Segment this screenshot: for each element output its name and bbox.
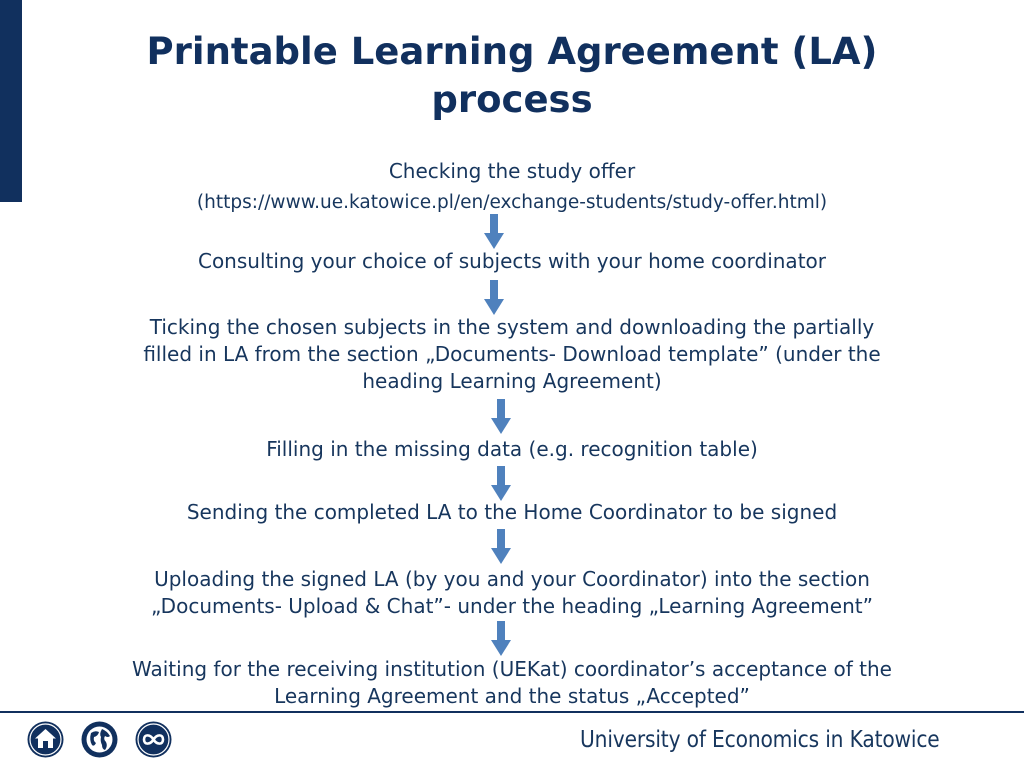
step-text: Filling in the missing data (e.g. recognition table) <box>266 437 758 461</box>
step-upload-signed-la <box>40 566 984 620</box>
globe-icon[interactable] <box>81 721 118 758</box>
step-text-line-2: filled in LA from the section „Documents- Download template” (under the <box>143 342 881 366</box>
step-text-line-2: „Documents- Upload & Chat”- under the heading „Learning Agreement” <box>151 594 873 618</box>
study-offer-link[interactable] <box>40 189 984 216</box>
arrow-down-icon <box>490 399 512 435</box>
university-name: University of Economics in Katowice <box>580 727 940 753</box>
step-fill-missing-data <box>40 436 984 463</box>
study-offer-url[interactable]: (https://www.ue.katowice.pl/en/exchange-students/study-offer.html) <box>196 192 828 213</box>
step-text: Consulting your choice of subjects with your home coordinator <box>197 249 826 273</box>
step-check-study-offer <box>40 158 984 185</box>
step-text-line-2: Learning Agreement and the status „Accepted” <box>274 684 750 708</box>
step-tick-subjects <box>40 314 984 395</box>
footer-divider <box>0 711 1024 713</box>
slide-title <box>90 28 934 124</box>
arrow-down-icon <box>483 280 505 316</box>
title-line-1: Printable Learning Agreement (LA) <box>146 30 878 73</box>
home-icon[interactable] <box>27 721 64 758</box>
side-accent-bar <box>0 0 22 202</box>
step-send-for-signature <box>40 499 984 526</box>
step-text-line-3: heading Learning Agreement) <box>362 369 662 393</box>
step-await-acceptance <box>40 656 984 710</box>
arrow-down-icon <box>483 214 505 250</box>
step-text-line-1: Waiting for the receiving institution (UEKat) coordinator’s acceptance of the <box>132 657 892 681</box>
step-text-line-1: Uploading the signed LA (by you and your Coordinator) into the section <box>154 567 870 591</box>
arrow-down-icon <box>490 466 512 502</box>
step-consult-coordinator <box>40 248 984 275</box>
title-line-2: process <box>431 78 593 121</box>
step-text: Sending the completed LA to the Home Coordinator to be signed <box>186 500 838 524</box>
step-text-line-1: Ticking the chosen subjects in the system and downloading the partially <box>149 315 875 339</box>
arrow-down-icon <box>490 621 512 657</box>
infinity-icon[interactable] <box>135 721 172 758</box>
arrow-down-icon <box>490 529 512 565</box>
step-text: Checking the study offer <box>388 159 636 183</box>
